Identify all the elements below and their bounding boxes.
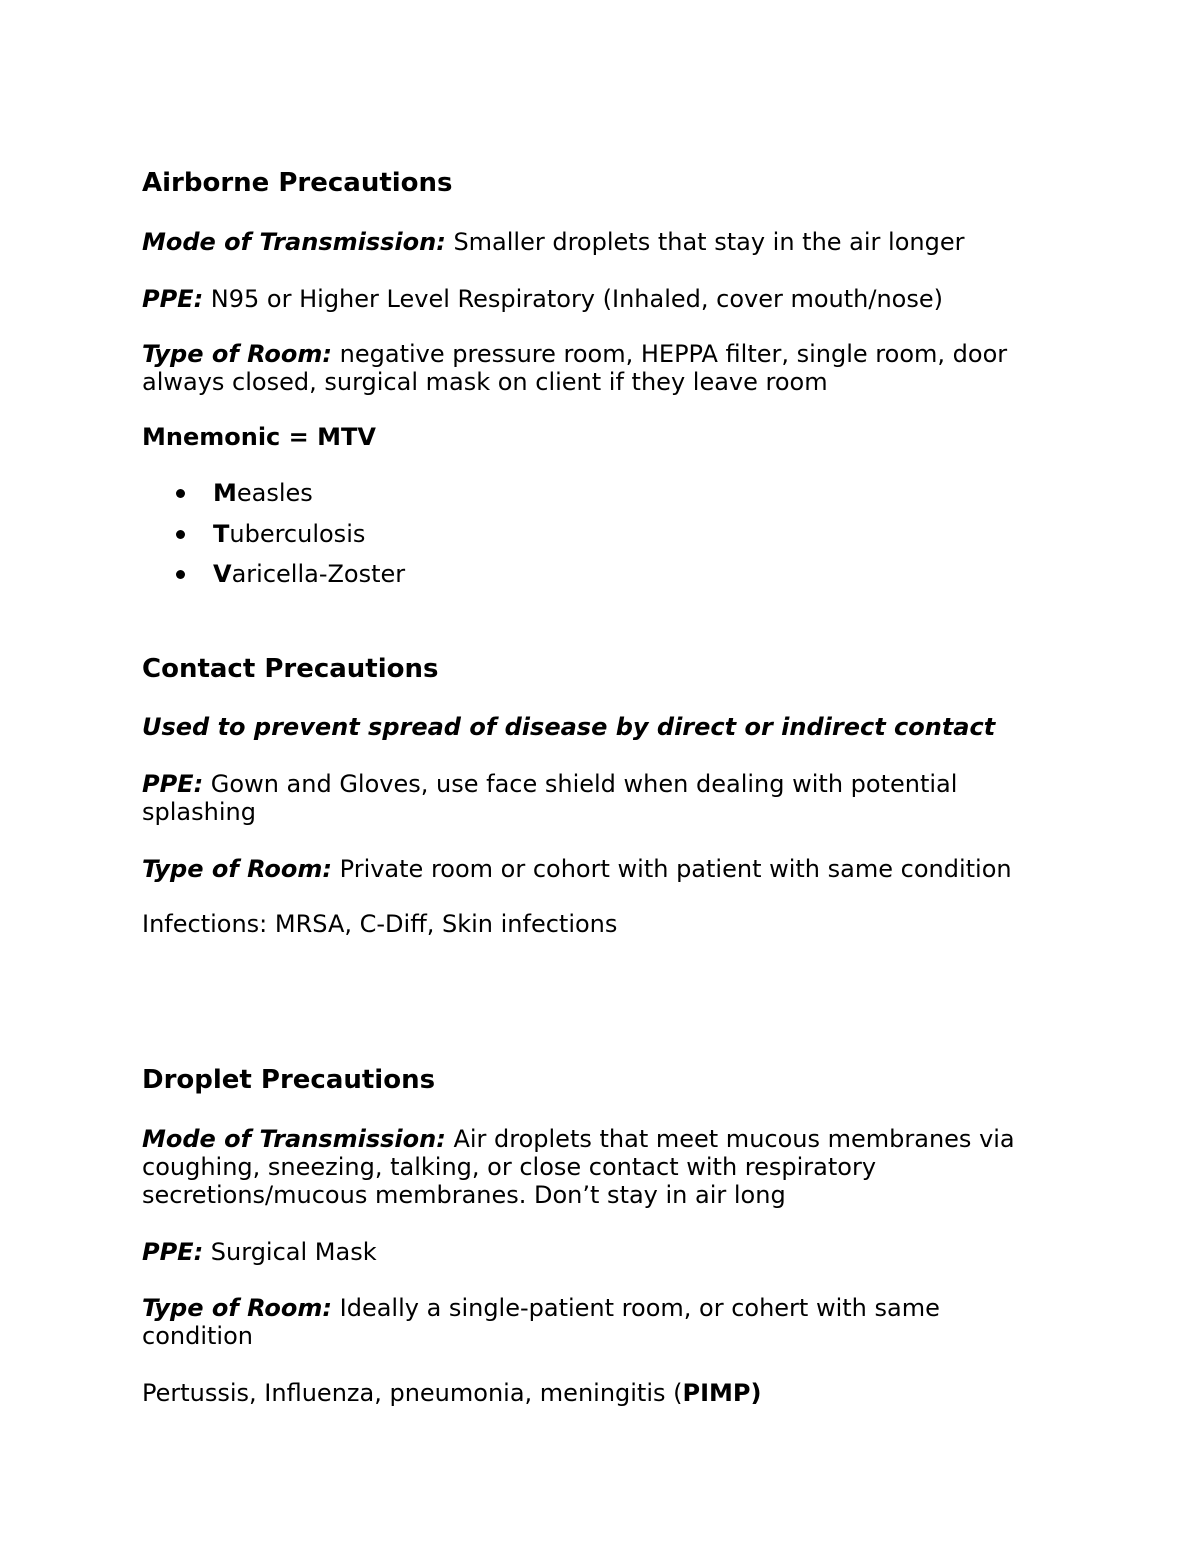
mnemonic-initial: M [213, 479, 237, 507]
droplet-diseases: Pertussis, Influenza, pneumonia, meningitis ( [142, 1379, 683, 1407]
contact-infections: Infections: MRSA, C-Diff, Skin infections [142, 910, 618, 938]
contact-ppe-text: Gown and Gloves, use face shield when dealing with potential splashing [142, 770, 958, 826]
contact-purpose: Used to prevent spread of disease by direct or indirect contact [142, 713, 996, 741]
droplet-ppe-text: Surgical Mask [203, 1238, 377, 1266]
mnemonic-initial: V [213, 560, 232, 588]
contact-room-text: Private room or cohort with patient with same condition [332, 855, 1012, 883]
bullet-icon [176, 570, 185, 579]
mnemonic-list [142, 479, 405, 601]
bullet-icon [176, 530, 185, 539]
airborne-mode-label: Mode of Transmission: [142, 228, 446, 256]
droplet-room-label: Type of Room: [142, 1294, 333, 1322]
list-item [142, 479, 405, 520]
airborne-ppe-text: N95 or Higher Level Respiratory (Inhaled, cover mouth/nose) [203, 285, 943, 313]
droplet-mode-text: Air droplets that meet mucous membranes via coughing, sneezing, talking, or close contact with respiratory secretions/mucous membranes. Don’t stay in air long [142, 1125, 1015, 1209]
mnemonic-rest: aricella-Zoster [231, 560, 406, 588]
list-item [142, 520, 405, 561]
airborne-ppe-paragraph [142, 285, 1042, 313]
droplet-mode-label: Mode of Transmission: [142, 1125, 446, 1153]
contact-room-paragraph [142, 855, 1042, 883]
droplet-heading: Droplet Precautions [142, 1065, 436, 1095]
mnemonic-rest: uberculosis [229, 519, 366, 548]
contact-heading: Contact Precautions [142, 654, 439, 684]
droplet-ppe-label: PPE: [142, 1238, 204, 1266]
airborne-heading: Airborne Precautions [142, 168, 453, 198]
contact-room-label: Type of Room: [142, 855, 333, 883]
mnemonic-initial: T [213, 519, 230, 548]
airborne-room-paragraph [142, 340, 1042, 396]
contact-ppe-paragraph [142, 770, 1042, 826]
airborne-mode-paragraph [142, 228, 1042, 256]
bullet-icon [176, 489, 185, 498]
droplet-ppe-paragraph [142, 1238, 1042, 1266]
list-item [142, 560, 405, 601]
airborne-ppe-label: PPE: [142, 285, 204, 313]
airborne-mode-text: Smaller droplets that stay in the air longer [445, 228, 965, 256]
airborne-room-text: negative pressure room, HEPPA filter, single room, door always closed, surgical mask on client if they leave room [142, 340, 1008, 396]
droplet-diseases-paragraph [142, 1379, 1042, 1407]
mnemonic-rest: easles [236, 479, 313, 507]
airborne-room-label: Type of Room: [142, 340, 333, 368]
droplet-mnemonic: PIMP) [682, 1379, 762, 1407]
droplet-mode-paragraph [142, 1125, 1042, 1209]
droplet-room-text: Ideally a single-patient room, or cohert with same condition [142, 1294, 940, 1350]
contact-ppe-label: PPE: [142, 770, 204, 798]
airborne-mnemonic: Mnemonic = MTV [142, 423, 376, 451]
droplet-room-paragraph [142, 1294, 1042, 1350]
